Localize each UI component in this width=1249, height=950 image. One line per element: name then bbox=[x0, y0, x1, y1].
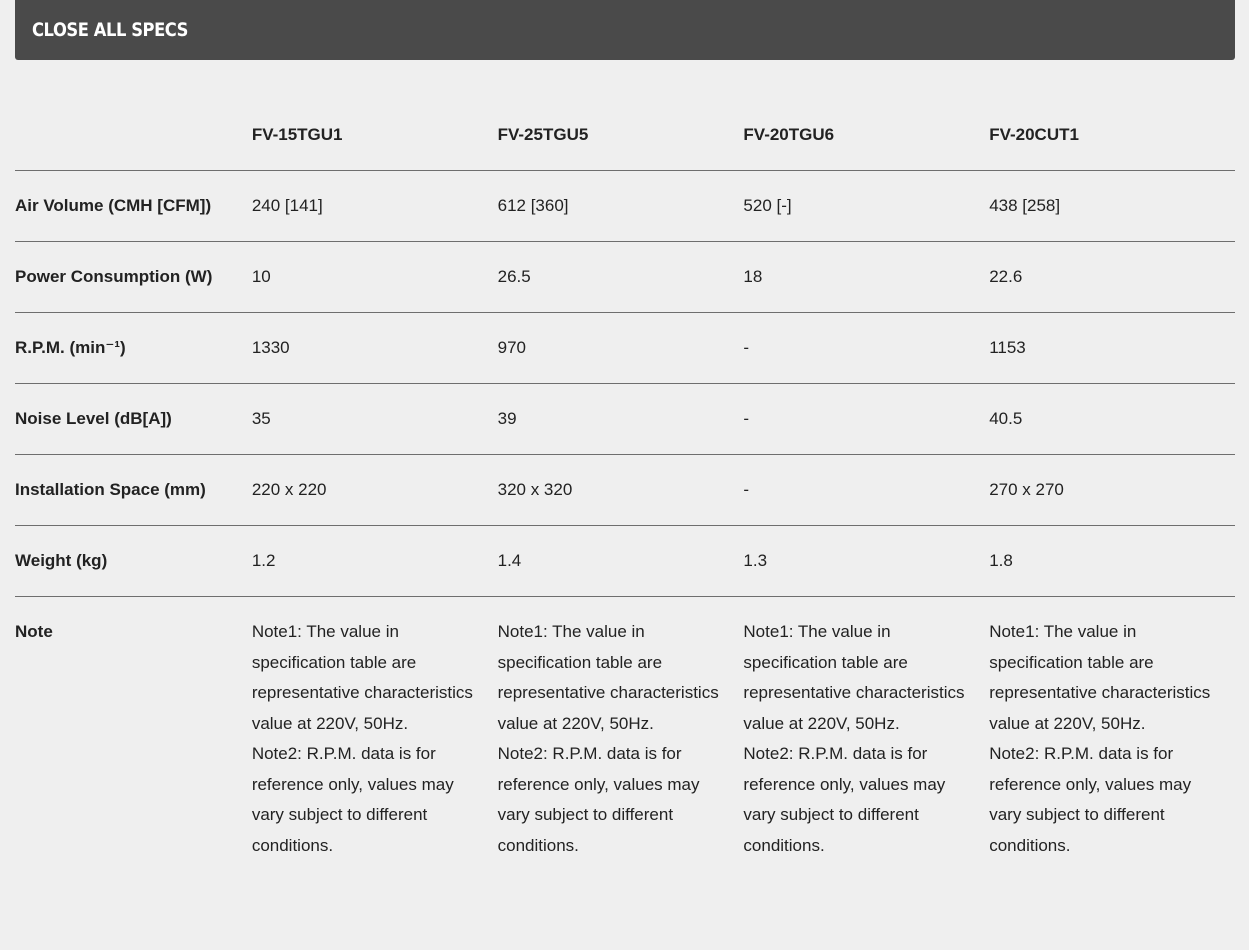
model-header: FV-15TGU1 bbox=[251, 125, 343, 144]
note-cell bbox=[743, 617, 989, 861]
table-cell: 26.5 bbox=[497, 267, 531, 286]
table-cell: 1.2 bbox=[251, 551, 276, 570]
table-cell: 39 bbox=[497, 409, 517, 428]
row-label: Air Volume (CMH [CFM]) bbox=[15, 196, 212, 215]
note-cell bbox=[989, 617, 1235, 861]
table-cell: 1.8 bbox=[989, 551, 1013, 570]
table-row-weight bbox=[15, 526, 1235, 597]
table-cell: 18 bbox=[743, 267, 763, 286]
table-cell: 612 [360] bbox=[497, 196, 569, 215]
table-row-installation-space bbox=[15, 455, 1235, 526]
table-cell: 22.6 bbox=[989, 267, 1023, 286]
note-text: Note1: The value in specification table are representative characteristics value at 220V, 50Hz. Note2: R.P.M. data is for reference only, values may vary subject to different conditions. bbox=[497, 622, 719, 855]
table-cell: 520 [-] bbox=[743, 196, 792, 215]
model-header: FV-20CUT1 bbox=[989, 125, 1079, 144]
row-label: R.P.M. (min⁻¹) bbox=[15, 338, 126, 357]
table-row-rpm bbox=[15, 313, 1235, 384]
model-header: FV-20TGU6 bbox=[743, 125, 835, 144]
table-cell: 1.3 bbox=[743, 551, 768, 570]
note-cell bbox=[252, 617, 498, 861]
close-all-specs-button[interactable] bbox=[15, 0, 1235, 60]
table-header-row bbox=[15, 100, 1235, 171]
table-cell: 240 [141] bbox=[251, 196, 323, 215]
table-cell: 1330 bbox=[251, 338, 290, 357]
table-cell: - bbox=[743, 480, 750, 499]
row-label: Noise Level (dB[A]) bbox=[15, 409, 172, 428]
table-cell: 970 bbox=[497, 338, 526, 357]
table-cell: 40.5 bbox=[989, 409, 1023, 428]
table-cell: 438 [258] bbox=[989, 196, 1061, 215]
table-cell: 1153 bbox=[989, 338, 1026, 357]
table-cell: 220 x 220 bbox=[251, 480, 327, 499]
table-cell: - bbox=[743, 409, 750, 428]
note-text: Note1: The value in specification table are representative characteristics value at 220V, 50Hz. Note2: R.P.M. data is for reference only, values may vary subject to different conditions. bbox=[251, 622, 473, 855]
table-cell: 1.4 bbox=[497, 551, 522, 570]
table-cell: 270 x 270 bbox=[989, 480, 1064, 499]
note-text: Note1: The value in specification table are representative characteristics value at 220V, 50Hz. Note2: R.P.M. data is for reference only, values may vary subject to different conditions. bbox=[989, 622, 1211, 855]
row-label: Note bbox=[15, 622, 53, 641]
row-label: Weight (kg) bbox=[15, 551, 108, 570]
table-cell: 10 bbox=[251, 267, 271, 286]
table-cell: 320 x 320 bbox=[497, 480, 573, 499]
table-row-noise-level bbox=[15, 384, 1235, 455]
table-row-air-volume bbox=[15, 171, 1235, 242]
table-row-note bbox=[15, 597, 1235, 861]
note-text: Note1: The value in specification table are representative characteristics value at 220V, 50Hz. Note2: R.P.M. data is for reference only, values may vary subject to different conditions. bbox=[743, 622, 965, 855]
table-row-power-consumption bbox=[15, 242, 1235, 313]
model-header: FV-25TGU5 bbox=[497, 125, 589, 144]
table-cell: 35 bbox=[251, 409, 271, 428]
table-cell: - bbox=[743, 338, 750, 357]
row-label: Power Consumption (W) bbox=[15, 267, 213, 286]
row-label: Installation Space (mm) bbox=[15, 480, 206, 499]
note-cell bbox=[498, 617, 744, 861]
close-all-specs-label: CLOSE ALL SPECS bbox=[32, 19, 189, 41]
specs-table bbox=[15, 100, 1235, 861]
